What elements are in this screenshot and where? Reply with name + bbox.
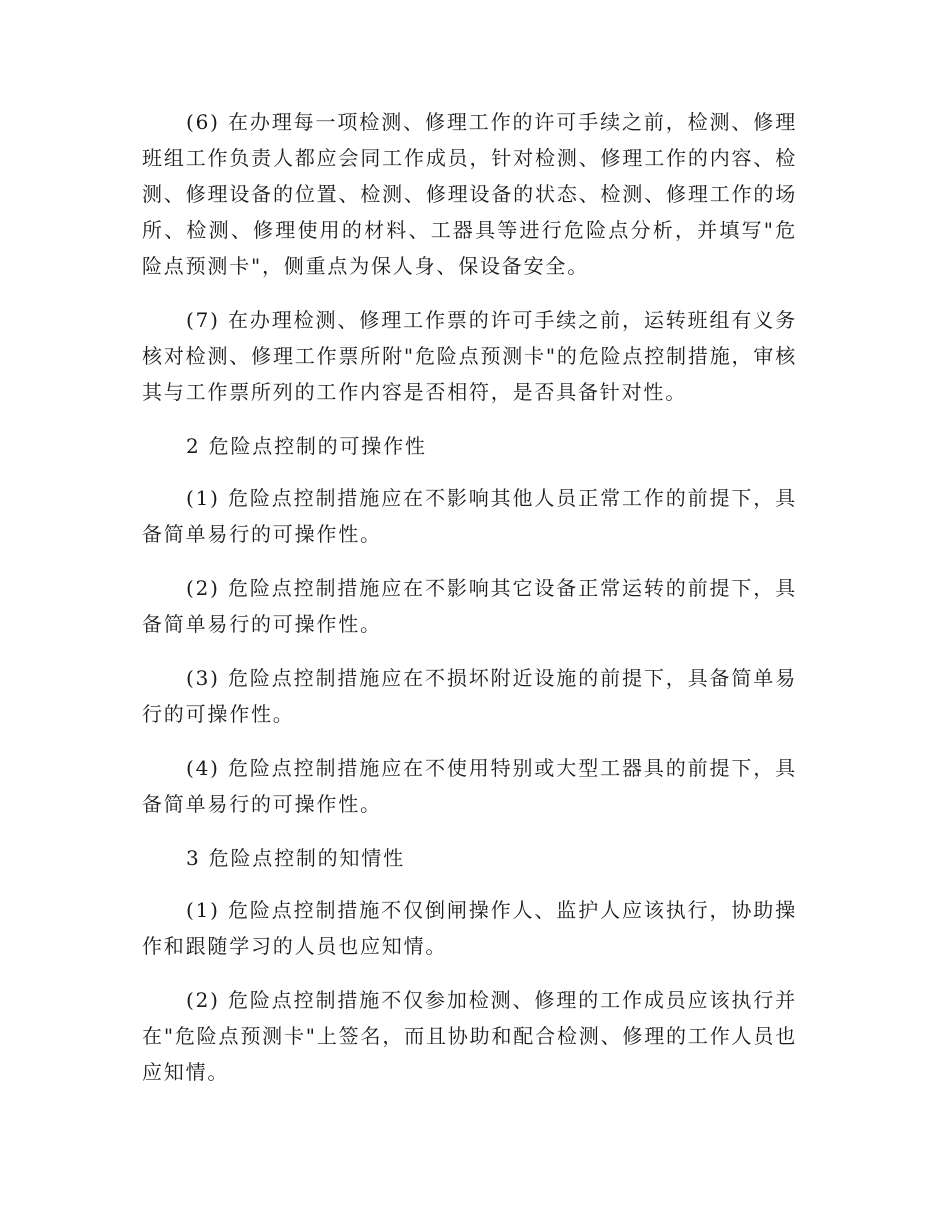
paragraph-item-1b: (1) 危险点控制措施不仅倒闸操作人、监护人应该执行，协助操作和跟随学习的人员也应知情。 (142, 898, 797, 958)
paragraph-item-4: (4) 危险点控制措施应在不使用特别或大型工器具的前提下，具备简单易行的可操作性。 (142, 756, 797, 816)
paragraph-item-6: (6) 在办理每一项检测、修理工作的许可手续之前，检测、修理班组工作负责人都应会同工作成员，针对检测、修理工作的内容、检测、修理设备的位置、检测、修理设备的状态、检测、修理工作的场所、检测、修理使用的材料、工器具等进行危险点分析，并填写"危险点预测卡"，侧重点为保人身、保设备安全。 (142, 110, 797, 278)
section-heading-3: 3 危险点控制的知情性 (186, 846, 405, 870)
section-heading-2: 2 危险点控制的可操作性 (186, 434, 427, 458)
paragraph-item-1: (1) 危险点控制措施应在不影响其他人员正常工作的前提下，具备简单易行的可操作性。 (142, 486, 797, 546)
paragraph-item-2: (2) 危险点控制措施应在不影响其它设备正常运转的前提下，具备简单易行的可操作性。 (142, 576, 797, 636)
paragraph-item-7: (7) 在办理检测、修理工作票的许可手续之前，运转班组有义务核对检测、修理工作票所附"危险点预测卡"的危险点控制措施，审核其与工作票所列的工作内容是否相符，是否具备针对性。 (142, 308, 797, 404)
paragraph-item-2b: (2) 危险点控制措施不仅参加检测、修理的工作成员应该执行并在"危险点预测卡"上签名，而且协助和配合检测、修理的工作人员也应知情。 (142, 988, 797, 1084)
paragraph-item-3: (3) 危险点控制措施应在不损坏附近设施的前提下，具备简单易行的可操作性。 (142, 666, 797, 726)
document-page (142, 104, 797, 1108)
